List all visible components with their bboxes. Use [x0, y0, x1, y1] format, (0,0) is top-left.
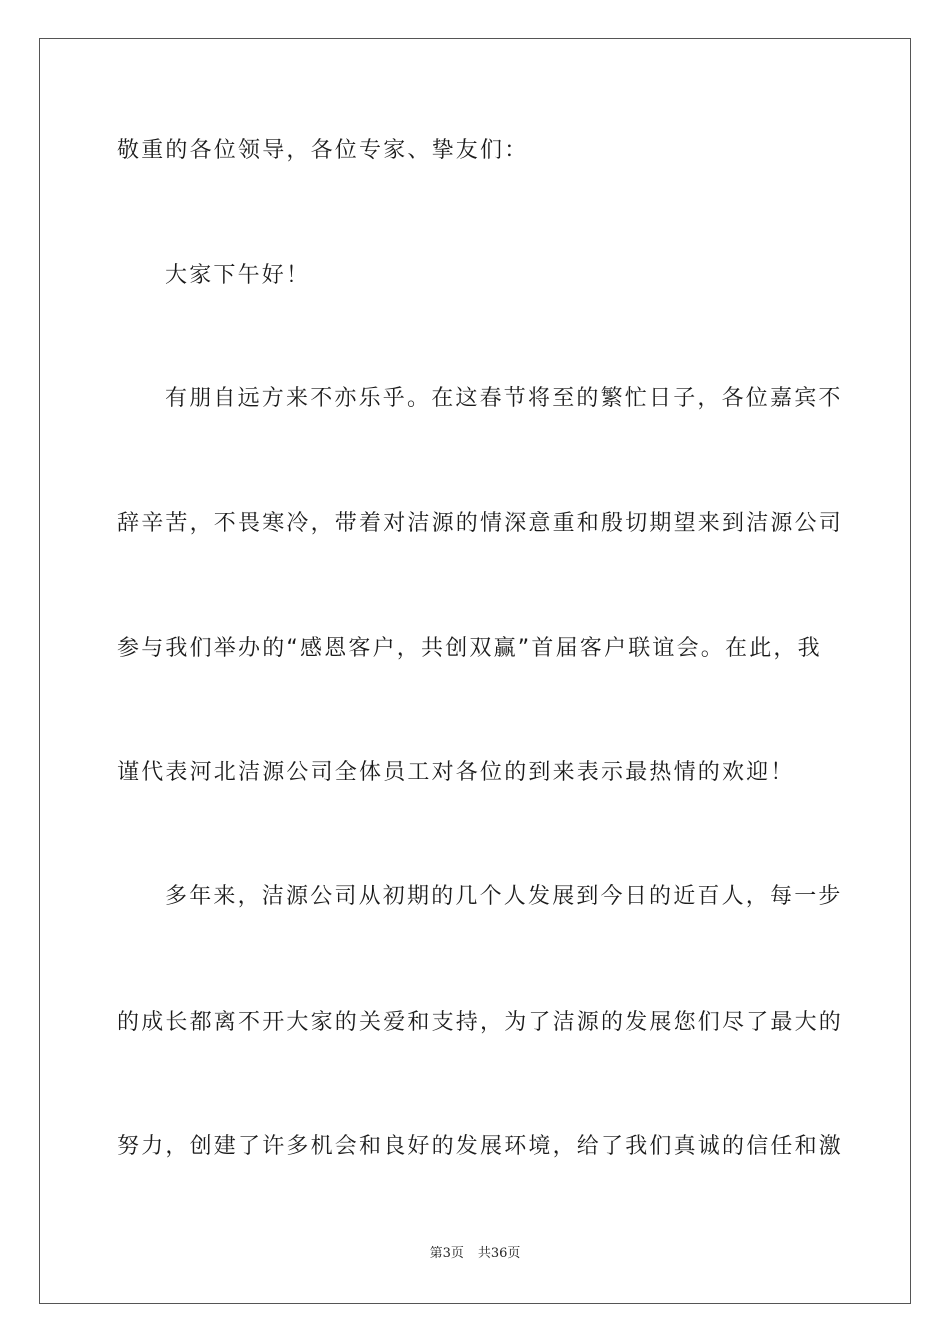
greeting-line: 大家下午好！: [165, 263, 311, 288]
paragraph-1-line-1: 有朋自远方来不亦乐乎。在这春节将至的繁忙日子，各位嘉宾不: [165, 386, 843, 411]
paragraph-1-line-2: 辞辛苦，不畏寒冷，带着对洁源的情深意重和殷切期望来到洁源公司: [117, 511, 844, 536]
page-border: [39, 38, 911, 1304]
salutation-line: 敬重的各位领导，各位专家、挚友们：: [117, 138, 529, 163]
current-page-label: 第3页: [429, 1246, 464, 1261]
paragraph-1-line-3: 参与我们举办的“感恩客户，共创双赢”首届客户联谊会。在此，我: [117, 636, 822, 661]
total-pages-label: 共36页: [477, 1246, 521, 1261]
paragraph-1-line-4: 谨代表河北洁源公司全体员工对各位的到来表示最热情的欢迎！: [117, 760, 795, 785]
paragraph-2-line-3: 努力，创建了许多机会和良好的发展环境，给了我们真诚的信任和激: [117, 1134, 844, 1159]
paragraph-2-line-1: 多年来，洁源公司从初期的几个人发展到今日的近百人，每一步: [165, 884, 843, 909]
page-footer: [0, 1244, 950, 1264]
paragraph-2-line-2: 的成长都离不开大家的关爱和支持，为了洁源的发展您们尽了最大的: [117, 1010, 844, 1035]
